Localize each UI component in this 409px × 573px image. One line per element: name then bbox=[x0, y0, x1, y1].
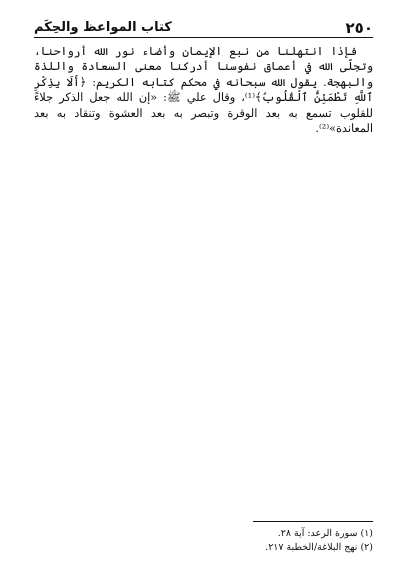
page-header bbox=[34, 14, 373, 36]
footnote-2: (٢) نهج البلاغة/الخطبة ٢١٧. bbox=[265, 541, 373, 553]
main-text bbox=[34, 44, 373, 136]
page-number: ٢٥٠ bbox=[345, 19, 373, 37]
body-paragraph: فإذا انتهلنا من نبع الإيمان وأضاء نور الله أرواحنا، وتجلّى الله في أعماق نفوسنا أدركنا معنى السعادة واللذة والبهجة. يقول الله سبحانه في محكم كتابه الكريم: ﴿أَلَا بِذِكْرِ ٱللَّهِ تَطْمَئِنُّ ٱلْقُلُوبُ﴾⁽¹⁾، وقال علي ﷺ: «إن الله جعل الذكر جلاءً للقلوب تسمع به بعد الوقرة وتبصر به بعد العشوة وتنقاد به بعد المعاندة»⁽²⁾. bbox=[34, 45, 373, 136]
footnote-separator bbox=[253, 521, 373, 522]
footnotes bbox=[34, 527, 373, 554]
footnote-1: (١) سورة الرعد: آية ٢٨. bbox=[277, 528, 373, 539]
header-rule bbox=[34, 37, 373, 38]
running-title: كتاب المواعظ والحِكَم bbox=[34, 20, 172, 35]
